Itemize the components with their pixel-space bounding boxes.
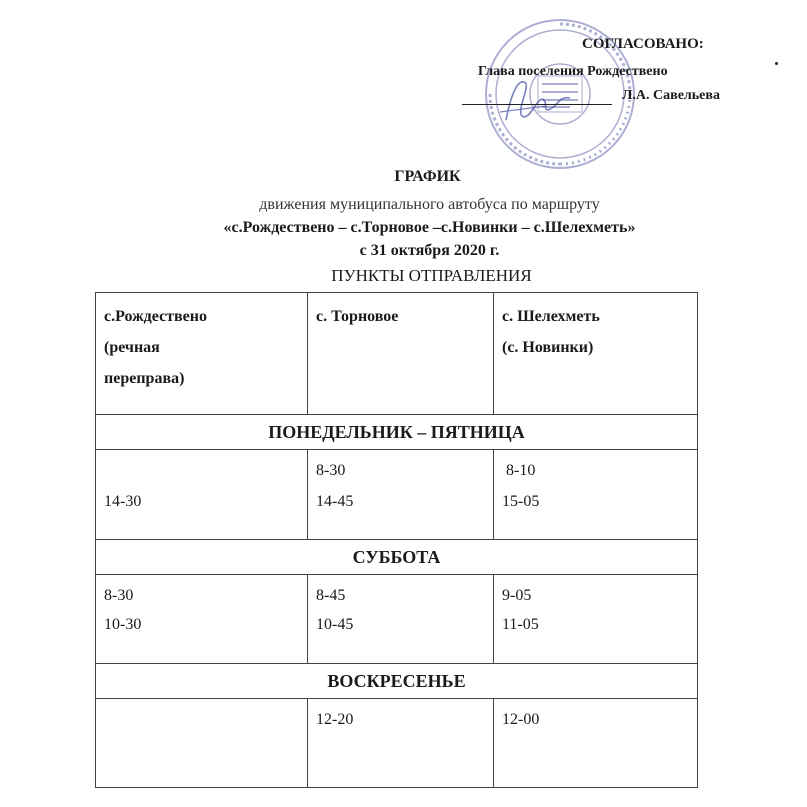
schedule-table <box>95 292 698 788</box>
document-title: ГРАФИК <box>394 168 461 185</box>
time-cell <box>494 699 698 788</box>
time-value: 11-05 <box>502 616 539 633</box>
time-cell <box>308 699 494 788</box>
time-cell <box>308 450 494 540</box>
day-sunday: ВОСКРЕСЕНЬЕ <box>96 664 698 699</box>
time-value: 8-30 <box>316 462 346 479</box>
time-cell <box>96 699 308 788</box>
time-value: 12-20 <box>316 711 354 728</box>
day-weekdays: ПОНЕДЕЛЬНИК – ПЯТНИЦА <box>96 415 698 450</box>
document-subtitle: движения муниципального автобуса по маршруту <box>259 196 600 213</box>
time-value: 8-30 <box>104 587 134 604</box>
time-value <box>104 707 301 732</box>
approval-signatory: Л.А. Савельева <box>622 88 720 103</box>
stop-tornovoe <box>308 293 494 415</box>
stop-line: с. Шелехметь <box>502 308 600 325</box>
route-name: «с.Рождествено – с.Торновое –с.Новинки – с.Шелехметь» <box>223 219 636 236</box>
time-cell <box>96 575 308 664</box>
times-row <box>96 450 698 540</box>
ink-dot <box>775 62 778 65</box>
times-row <box>96 575 698 664</box>
stop-line: (речная <box>104 339 160 356</box>
stop-line: переправа) <box>104 370 185 387</box>
stop-shelekhmet <box>494 293 698 415</box>
day-row <box>96 540 698 575</box>
time-cell <box>96 450 308 540</box>
effective-date: с 31 октября 2020 г. <box>359 242 500 259</box>
time-cell <box>308 575 494 664</box>
times-row <box>96 699 698 788</box>
time-value: 8-10 <box>502 462 536 479</box>
approval-heading: СОГЛАСОВАНО: <box>582 36 704 52</box>
time-value: 14-45 <box>316 493 354 510</box>
time-value: 14-30 <box>104 493 142 510</box>
time-value: 9-05 <box>502 587 532 604</box>
stop-line: (с. Новинки) <box>502 339 594 356</box>
departure-points-label: ПУНКТЫ ОТПРАВЛЕНИЯ <box>331 266 532 285</box>
time-cell <box>494 450 698 540</box>
stop-rozhdestveno <box>96 293 308 415</box>
time-value: 10-30 <box>104 616 142 633</box>
day-row <box>96 415 698 450</box>
stop-line: с.Рождествено <box>104 308 207 325</box>
day-saturday: СУББОТА <box>96 540 698 575</box>
day-row <box>96 664 698 699</box>
time-value <box>104 458 301 483</box>
signature-line <box>462 104 612 105</box>
time-value: 8-45 <box>316 587 346 604</box>
time-value: 12-00 <box>502 711 540 728</box>
stops-row <box>96 293 698 415</box>
time-value: 15-05 <box>502 493 540 510</box>
time-cell <box>494 575 698 664</box>
stop-line: с. Торновое <box>316 308 399 325</box>
approval-title: Глава поселения Рождествено <box>478 64 668 79</box>
time-value: 10-45 <box>316 616 354 633</box>
